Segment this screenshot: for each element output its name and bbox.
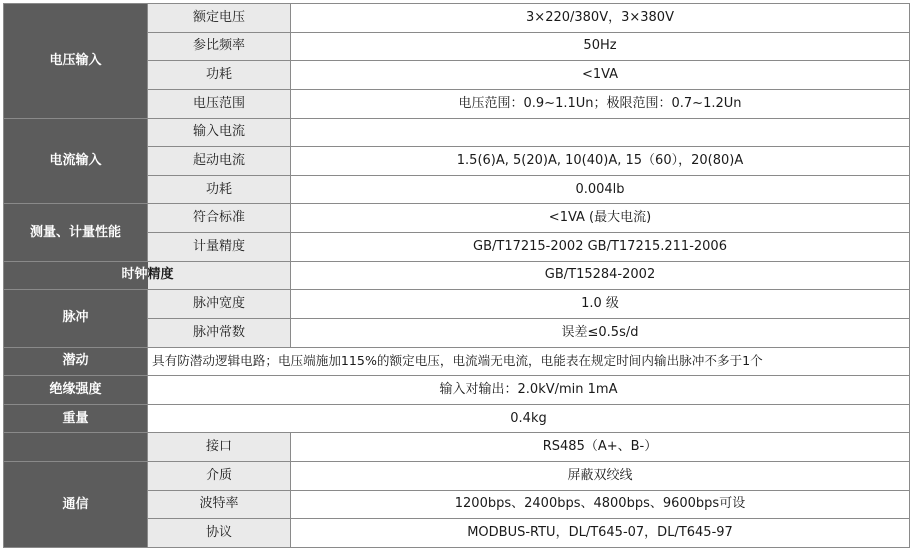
table-row (4, 261, 910, 290)
param-starting-current: 起动电流 (148, 147, 291, 176)
value-clock: GB/T15284-2002 (291, 261, 910, 290)
category-creep: 潜动 (4, 347, 148, 376)
param-voltage-power: 功耗 (148, 61, 291, 90)
value-protocol: MODBUS-RTU，DL/T645-07，DL/T645-97 (291, 519, 910, 548)
category-weight: 重量 (4, 404, 148, 433)
value-pulse-width: 1.0 级 (291, 290, 910, 319)
table-row (4, 290, 910, 319)
value-accuracy: GB/T17215-2002 GB/T17215.211-2006 (291, 233, 910, 262)
value-baud-rate: 1200bps、2400bps、4800bps、9600bps可设 (291, 490, 910, 519)
param-input-current: 输入电流 (148, 118, 291, 147)
category-measurement: 测量、计量性能 (4, 204, 148, 261)
value-starting-current: 1.5(6)A, 5(20)A, 10(40)A, 15（60），20(80)A (291, 147, 910, 176)
param-medium: 介质 (148, 462, 291, 491)
value-creep: 具有防潜动逻辑电路；电压端施加115%的额定电压，电流端无电流，电能表在规定时间内输出脉冲不多于1个 (148, 347, 910, 376)
category-insulation: 绝缘强度 (4, 376, 148, 405)
value-interface: RS485（A+、B-） (291, 433, 910, 462)
table-row (4, 404, 910, 433)
param-pulse-constant: 脉冲常数 (148, 318, 291, 347)
category-communication: 通信 (4, 462, 148, 548)
param-protocol: 协议 (148, 519, 291, 548)
value-input-current (291, 118, 910, 147)
value-insulation: 输入对输出：2.0kV/min 1mA (148, 376, 910, 405)
table-row (4, 433, 910, 462)
table-row (4, 376, 910, 405)
category-clock-part2: 精度 (148, 261, 291, 290)
param-accuracy: 计量精度 (148, 233, 291, 262)
value-voltage-range: 电压范围：0.9~1.1Un；极限范围：0.7~1.2Un (291, 89, 910, 118)
value-standard: <1VA (最大电流) (291, 204, 910, 233)
value-reference-frequency: 50Hz (291, 32, 910, 61)
table-row (4, 204, 910, 233)
value-current-power: 0.004lb (291, 175, 910, 204)
category-clock-part1: 时钟 (4, 261, 148, 290)
category-pulse: 脉冲 (4, 290, 148, 347)
spec-table (3, 3, 910, 548)
table-row (4, 118, 910, 147)
param-reference-frequency: 参比频率 (148, 32, 291, 61)
value-voltage-power: <1VA (291, 61, 910, 90)
category-communication-top (4, 433, 148, 462)
value-medium: 屏蔽双绞线 (291, 462, 910, 491)
param-standard: 符合标准 (148, 204, 291, 233)
param-current-power: 功耗 (148, 175, 291, 204)
param-pulse-width: 脉冲宽度 (148, 290, 291, 319)
value-rated-voltage: 3×220/380V，3×380V (291, 4, 910, 33)
category-current-input: 电流输入 (4, 118, 148, 204)
param-baud-rate: 波特率 (148, 490, 291, 519)
category-voltage-input: 电压输入 (4, 4, 148, 119)
value-pulse-constant: 误差≤0.5s/d (291, 318, 910, 347)
param-voltage-range: 电压范围 (148, 89, 291, 118)
param-interface: 接口 (148, 433, 291, 462)
table-row (4, 347, 910, 376)
value-weight: 0.4kg (148, 404, 910, 433)
param-rated-voltage: 额定电压 (148, 4, 291, 33)
table-row (4, 4, 910, 33)
table-row (4, 462, 910, 491)
